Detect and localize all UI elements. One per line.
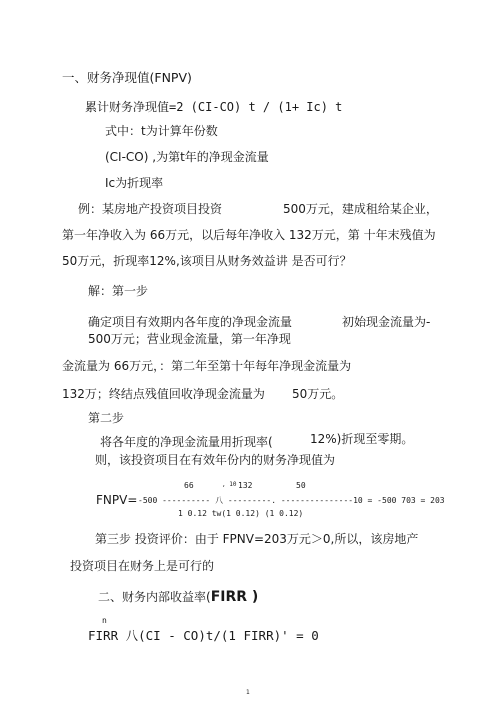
step2-text-part2: 12%)折现至零期。 (310, 432, 414, 446)
step1-text-line3: 金流量为 66万元，：第二年至第十年每年净现金流量为 (62, 359, 352, 373)
step3-text-line1: 第三步 投资评价：由于 FPNV=203万元＞0,所以，该房地产 (95, 532, 419, 546)
section-heading-firr-bold: FIRR ) (210, 589, 259, 605)
fnpv-equation: -500 ---------- 八 ---------. ---------------10 = -500 703 = 203 (138, 496, 445, 505)
formula-definition-t: 式中：t为计算年份数 (105, 124, 218, 138)
example-text-line3: 50万元，折现率12%,该项目从财务效益讲 是否可行？ (62, 254, 352, 268)
step1-text-part1: 确定项目有效期内各年度的净现金流量 (88, 315, 293, 329)
section-heading-firr-text: 二、财务内部收益率( (98, 590, 211, 604)
summation-upper-limit: n (102, 616, 107, 625)
fraction-numerator-132: 132 (238, 481, 253, 490)
step1-text-line4-part1: 132万；终结点残值回收净现金流量为 (62, 387, 265, 401)
firr-formula: FIRR 八(CI - CO)t/(1 FIRR)' = 0 (88, 628, 319, 643)
fraction-numerator-66: 66 (184, 481, 194, 490)
cumulative-fnpv-formula: 累计财务净现值=2 (CI-CO) t / (1+ Ic) t (85, 100, 343, 114)
step2-heading: 第二步 (88, 411, 125, 425)
step1-heading: 解：第一步 (88, 284, 149, 298)
example-text-part1: 例：某房地产投资项目投资 (78, 202, 223, 216)
fraction-superscript: , 10 (222, 481, 237, 488)
section-heading-fnpv: 一、财务净现值(FNPV) (62, 70, 192, 85)
formula-definition-ic: Ic为折现率 (105, 176, 164, 190)
example-text-line2: 第一年净收入为 66万元，以后每年净收入 132万元，第 十年末残值为 (62, 228, 436, 242)
formula-definition-cico: (CI-CO) ,为第t年的净现金流量 (105, 150, 269, 164)
fnpv-label: FNPV= (96, 493, 138, 507)
fraction-denominators: 1 0.12 tw(1 0.12) (1 0.12) (178, 509, 304, 518)
fraction-numerator-50: 50 (296, 481, 306, 490)
step3-text-line2: 投资项目在财务上是可行的 (70, 559, 215, 573)
step1-text-part2: 初始现金流量为- (342, 315, 431, 329)
page-number: 1 (246, 689, 250, 696)
step2-text-part1: 将各年度的净现金流量用折现率( (100, 435, 273, 449)
step1-text-line2: 500万元；营业现金流量，第一年净现 (88, 332, 291, 346)
section-heading-firr (98, 590, 258, 604)
step1-text-line4-part2: 50万元。 (292, 387, 344, 401)
example-text-part2: 500万元，建成租给某企业， (283, 202, 438, 216)
step2-text-line2: 则，该投资项目在有效年份内的财务净现值为 (95, 453, 336, 467)
